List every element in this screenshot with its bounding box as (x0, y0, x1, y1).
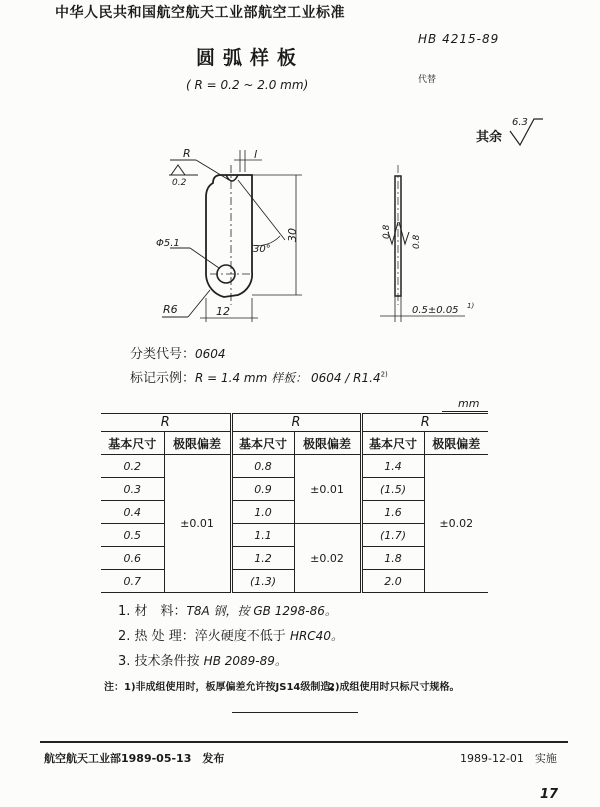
col-tolerance-2: 极限偏差 (294, 432, 361, 455)
marking-value: R = 1.4 mm 样板： 0604 / R1.4 (195, 371, 381, 385)
cell-nominal: 1.0 (231, 501, 294, 524)
marking-note: 2) (380, 370, 388, 379)
length-label: 30 (286, 228, 299, 242)
roughness-value: 6.3 (512, 117, 528, 128)
standard-number: HB 4215-89 (418, 32, 500, 46)
note-technical-value: HB 2089-89。 (203, 654, 287, 668)
cell-nominal: 0.6 (101, 547, 164, 570)
side-roughness-b: 0.8 (412, 234, 422, 249)
marking-line (130, 367, 388, 386)
col-nominal-3: 基本尺寸 (361, 432, 424, 455)
cell-nominal: 0.9 (231, 478, 294, 501)
classification-value: 0604 (195, 347, 226, 361)
standard-name: 中华人民共和国航空航天工业部航空工业标准 (55, 5, 345, 21)
thickness-note: 1) (467, 302, 475, 310)
group-header-1: R (101, 414, 231, 432)
page-title: 圆弧样板 (196, 47, 305, 69)
cell-nominal: 0.2 (101, 455, 164, 478)
cell-nominal: 2.0 (361, 570, 424, 593)
roughness-symbol-icon (510, 119, 543, 145)
footer-divider (40, 741, 568, 743)
page-number: 17 (540, 787, 559, 802)
cell-nominal: (1.7) (361, 524, 424, 547)
note-technical-label: 3. 技术条件按 (118, 654, 204, 669)
note-heat-value: HRC40。 (289, 629, 343, 643)
note-material-value: T8A 钢，按 GB 1298-86。 (186, 604, 337, 618)
classification-line (130, 343, 226, 362)
gauge-outline (206, 175, 252, 297)
classification-label: 分类代号： (130, 347, 196, 362)
angle-label: 30° (253, 244, 271, 255)
cell-nominal: 0.5 (101, 524, 164, 547)
col-tolerance-3: 极限偏差 (424, 432, 488, 455)
cell-nominal: 1.8 (361, 547, 424, 570)
cell-nominal: (1.5) (361, 478, 424, 501)
col-tolerance-1: 极限偏差 (164, 432, 231, 455)
cell-nominal: 1.6 (361, 501, 424, 524)
cell-nominal: 0.3 (101, 478, 164, 501)
footnote-2: 2)成组使用时只标尺寸规格。 (328, 682, 460, 693)
cell-nominal: 1.1 (231, 524, 294, 547)
side-roughness-a: 0.8 (382, 224, 392, 239)
page-subtitle: ( R = 0.2 ~ 2.0 mm) (186, 78, 309, 92)
cell-nominal: 1.2 (231, 547, 294, 570)
thickness-label: 0.5±0.05 (412, 305, 459, 316)
hole-label: Φ5.1 (156, 238, 180, 249)
width-l-label: l (254, 148, 258, 161)
table-row (101, 455, 488, 478)
spec-table (101, 413, 488, 593)
marking-label: 标记示例： (130, 371, 196, 386)
radius-roughness: 0.2 (172, 178, 187, 188)
cell-nominal: (1.3) (231, 570, 294, 593)
group-header-3: R (361, 414, 488, 432)
cell-tolerance: ±0.01 (294, 455, 361, 524)
group-header-2: R (231, 414, 361, 432)
footnote-1: 注：1)非成组使用时，板厚偏差允许按JS14级制造。 (104, 682, 341, 693)
divider (232, 712, 358, 713)
table-unit: mm (458, 397, 480, 410)
cell-nominal: 1.4 (361, 455, 424, 478)
issued-date: 航空航天工业部1989-05-13 发布 (44, 752, 225, 765)
note-technical (118, 650, 287, 669)
replaces-label: 代替 (418, 75, 437, 85)
note-heat-treatment (118, 625, 343, 644)
width-label: 12 (216, 305, 230, 318)
note-heat-label: 2. 热 处 理：淬火硬度不低于 (118, 629, 290, 644)
col-nominal-2: 基本尺寸 (231, 432, 294, 455)
cell-nominal: 0.8 (231, 455, 294, 478)
note-material-label: 1. 材 料： (118, 604, 187, 619)
effective-date: 1989-12-01 实施 (460, 752, 557, 765)
note-material (118, 600, 337, 619)
col-nominal-1: 基本尺寸 (101, 432, 164, 455)
cell-tolerance: ±0.01 (164, 455, 231, 593)
corner-radius-label: R6 (163, 303, 178, 316)
cell-nominal: 0.4 (101, 501, 164, 524)
cell-tolerance: ±0.02 (424, 455, 488, 593)
radius-symbol: R (183, 147, 191, 160)
cell-tolerance: ±0.02 (294, 524, 361, 593)
roughness-label: 其余 (476, 130, 503, 145)
cell-nominal: 0.7 (101, 570, 164, 593)
